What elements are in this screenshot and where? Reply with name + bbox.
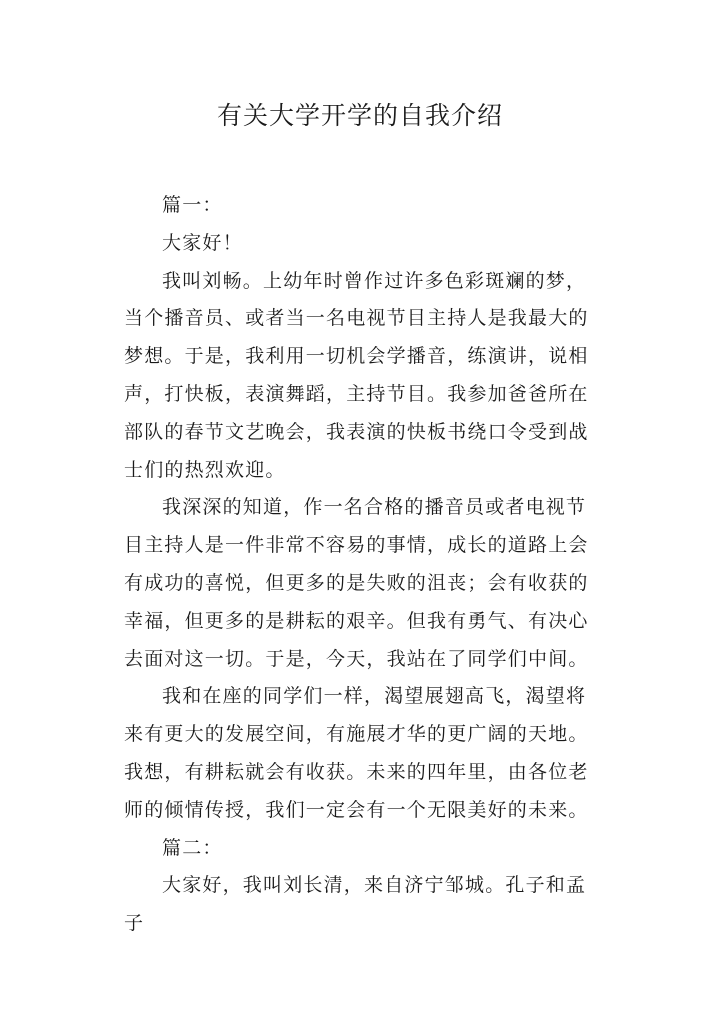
section-heading-one: 篇一： <box>162 194 223 216</box>
body-paragraph: 我和在座的同学们一样，渴望展翅高飞，渴望将来有更大的发展空间，有施展才华的更广阔的天地。我想，有耕耘就会有收获。未来的四年里，由各位老师的倾情传授，我们一定会有一个无限美好的未来。 <box>124 685 589 821</box>
document-body <box>124 187 604 943</box>
body-paragraph: 我深深的知道，作一名合格的播音员或者电视节目主持人是一件非常不容易的事情，成长的道路上会有成功的喜悦，但更多的是失败的沮丧；会有收获的幸福，但更多的是耕耘的艰辛。但我有勇气、有决心去面对这一切。于是，今天，我站在了同学们中间。 <box>124 496 589 670</box>
body-paragraph: 大家好，我叫刘长清，来自济宁邹城。孔子和孟子 <box>124 874 587 935</box>
greeting-paragraph: 大家好！ <box>162 231 243 254</box>
body-paragraph: 我叫刘畅。上幼年时曾作过许多色彩斑斓的梦，当个播音员、或者当一名电视节目主持人是我最大的梦想。于是，我利用一切机会学播音，练演讲，说相声，打快板，表演舞蹈，主持节目。我参加爸爸所在部队的春节文艺晚会，我表演的快板书绕口令受到战士们的热烈欢迎。 <box>124 269 589 481</box>
section-heading-two: 篇二： <box>162 836 223 859</box>
document-title: 有关大学开学的自我介绍 <box>216 101 503 130</box>
